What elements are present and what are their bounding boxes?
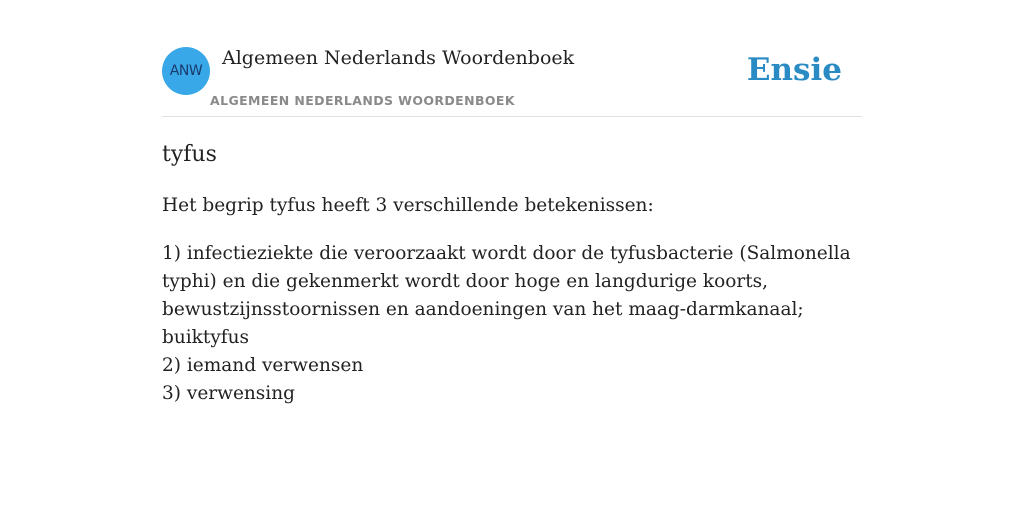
entry-intro: Het begrip tyfus heeft 3 verschillende betekenissen:	[162, 195, 654, 216]
header	[162, 0, 862, 117]
anw-logo[interactable]	[162, 47, 210, 95]
source-subtitle: ALGEMEEN NEDERLANDS WOORDENBOEK	[210, 93, 515, 108]
definition-item: 3) verwensing	[162, 383, 295, 404]
definition-list	[162, 240, 862, 408]
page-container	[162, 0, 862, 404]
entry-word: tyfus	[162, 142, 217, 167]
source-title[interactable]: Algemeen Nederlands Woordenboek	[222, 47, 575, 69]
ensie-brand-logo[interactable]: Ensie	[746, 52, 842, 88]
definition-item: 2) iemand verwensen	[162, 355, 364, 376]
definition-item: 1) infectieziekte die veroorzaakt wordt door de tyfusbacterie (Salmonella typhi) en die gekenmerkt wordt door hoge en langdurige koorts, bewustzijnsstoornissen en aandoeningen van het maag-darmkanaal; buiktyfus	[162, 243, 851, 348]
logo-text: ANW	[169, 63, 203, 79]
